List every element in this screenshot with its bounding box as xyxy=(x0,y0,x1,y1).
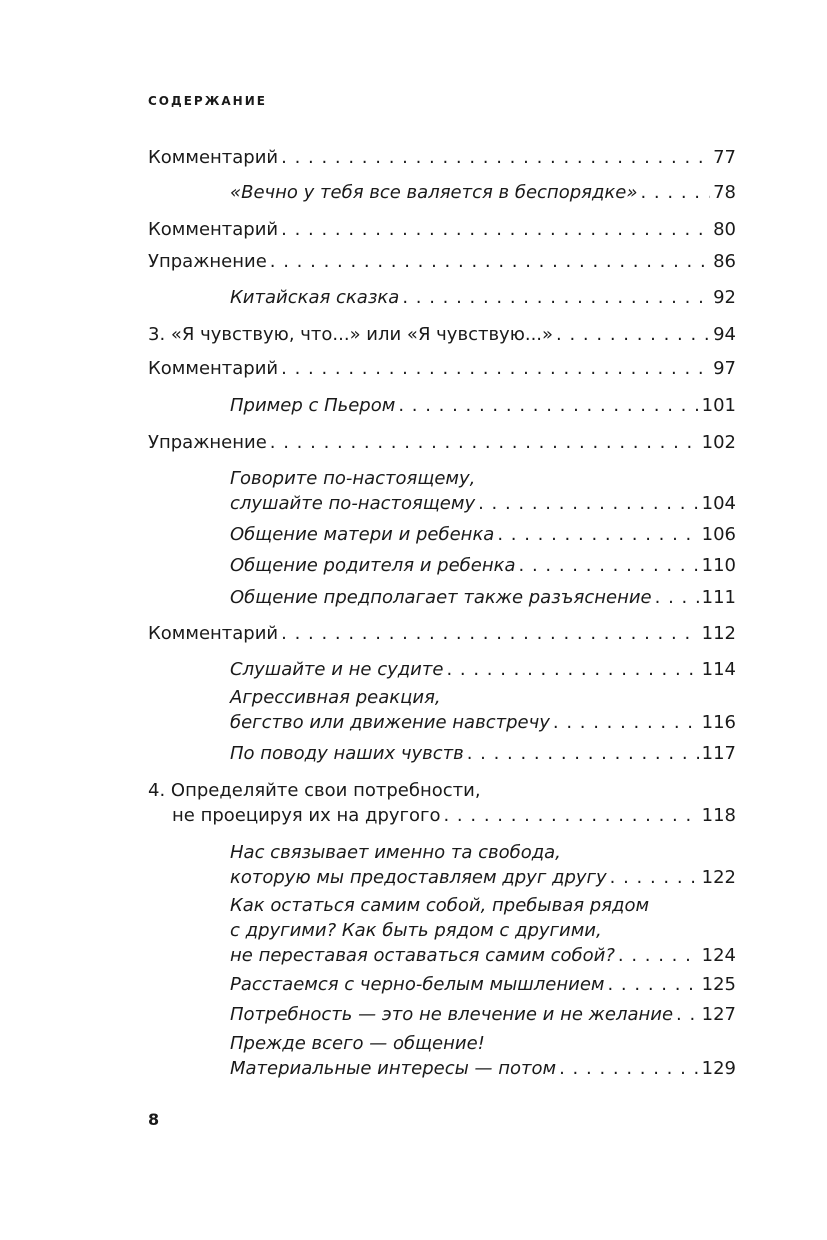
entry-page: 104 xyxy=(701,493,736,514)
toc-subentry xyxy=(230,657,736,682)
toc-entry xyxy=(148,217,736,242)
entry-page: 112 xyxy=(701,623,736,644)
entry-page: 124 xyxy=(701,945,736,966)
toc-subentry xyxy=(230,466,736,516)
toc-subentry xyxy=(230,1002,736,1027)
entry-title: которую мы предоставляем друг другу xyxy=(230,867,607,888)
entry-page: 111 xyxy=(701,587,736,608)
entry-page: 117 xyxy=(701,743,736,764)
entry-page: 101 xyxy=(701,395,736,416)
toc-subentry xyxy=(230,840,736,890)
toc-subentry xyxy=(230,553,736,578)
entry-title: Комментарий xyxy=(148,358,279,379)
entry-title: По поводу наших чувств xyxy=(230,743,464,764)
leader-dots xyxy=(519,553,699,578)
entry-title: Общение предполагает также разъяснение xyxy=(230,587,652,608)
entry-page: 125 xyxy=(701,974,736,995)
toc-entry xyxy=(148,145,736,170)
entry-title-line: Говорите по-настоящему, xyxy=(230,468,476,489)
leader-dots xyxy=(676,1002,699,1027)
leader-dots xyxy=(655,585,699,610)
entry-title-line: с другими? Как быть рядом с другими, xyxy=(230,920,602,941)
leader-dots xyxy=(281,356,710,381)
leader-dots xyxy=(610,865,699,890)
entry-title: не переставая оставаться самим собой? xyxy=(230,945,615,966)
entry-page: 102 xyxy=(701,432,736,453)
leader-dots xyxy=(559,1056,699,1081)
toc-entry xyxy=(148,778,736,828)
entry-title: 3. «Я чувствую, что...» или «Я чувствую...» xyxy=(148,324,554,345)
leader-dots xyxy=(281,217,710,242)
toc-subentry xyxy=(230,585,736,610)
entry-page: 114 xyxy=(701,659,736,680)
entry-page: 86 xyxy=(713,251,736,272)
leader-dots xyxy=(553,710,699,735)
entry-title-line: 4. Определяйте свои потребности, xyxy=(148,780,481,801)
entry-page: 129 xyxy=(701,1058,736,1079)
toc-subentry xyxy=(230,285,736,310)
entry-page: 106 xyxy=(701,524,736,545)
leader-dots xyxy=(402,285,710,310)
entry-title: не проецируя их на другого xyxy=(172,805,441,826)
toc-subentry xyxy=(230,741,736,766)
toc-entry xyxy=(148,356,736,381)
entry-title: слушайте по-настоящему xyxy=(230,493,476,514)
leader-dots xyxy=(478,491,699,516)
entry-title: Потребность — это не влечение и не желание xyxy=(230,1004,674,1025)
entry-title: Материальные интересы — потом xyxy=(230,1058,557,1079)
leader-dots xyxy=(607,972,698,997)
entry-title: «Вечно у тебя все валяется в беспорядке» xyxy=(230,182,638,203)
entry-title: Комментарий xyxy=(148,219,279,240)
leader-dots xyxy=(443,803,698,828)
entry-page: 92 xyxy=(713,287,736,308)
entry-title: Пример с Пьером xyxy=(230,395,396,416)
leader-dots xyxy=(398,393,698,418)
entry-page: 110 xyxy=(701,555,736,576)
section-title: СОДЕРЖАНИЕ xyxy=(148,94,267,108)
entry-page: 80 xyxy=(713,219,736,240)
toc-subentry xyxy=(230,1031,736,1081)
leader-dots xyxy=(270,249,710,274)
leader-dots xyxy=(270,430,699,455)
entry-title-line: Нас связывает именно та свобода, xyxy=(230,842,561,863)
entry-page: 118 xyxy=(701,805,736,826)
leader-dots xyxy=(446,657,698,682)
toc-subentry xyxy=(230,180,736,205)
entry-page: 116 xyxy=(701,712,736,733)
leader-dots xyxy=(640,180,710,205)
toc-entry xyxy=(148,322,736,347)
entry-title: Слушайте и не судите xyxy=(230,659,444,680)
entry-title: Комментарий xyxy=(148,147,279,168)
entry-page: 77 xyxy=(713,147,736,168)
entry-page: 94 xyxy=(713,324,736,345)
toc-entry xyxy=(148,249,736,274)
toc-subentry xyxy=(230,972,736,997)
entry-page: 127 xyxy=(701,1004,736,1025)
leader-dots xyxy=(556,322,710,347)
toc-entry xyxy=(148,621,736,646)
entry-page: 97 xyxy=(713,358,736,379)
leader-dots xyxy=(618,943,699,968)
leader-dots xyxy=(281,621,699,646)
entry-page: 122 xyxy=(701,867,736,888)
toc-subentry xyxy=(230,522,736,547)
entry-title: бегство или движение навстречу xyxy=(230,712,550,733)
toc-subentry xyxy=(230,893,736,968)
entry-title-line: Прежде всего — общение! xyxy=(230,1033,485,1054)
page-number: 8 xyxy=(148,1110,160,1129)
entry-title: Упражнение xyxy=(148,251,267,272)
leader-dots xyxy=(497,522,698,547)
entry-page: 78 xyxy=(713,182,736,203)
entry-title: Общение матери и ребенка xyxy=(230,524,495,545)
entry-title: Китайская сказка xyxy=(230,287,400,308)
toc-subentry xyxy=(230,685,736,735)
entry-title: Общение родителя и ребенка xyxy=(230,555,516,576)
entry-title: Расстаемся с черно-белым мышлением xyxy=(230,974,605,995)
entry-title-line: Агрессивная реакция, xyxy=(230,687,441,708)
leader-dots xyxy=(467,741,699,766)
toc-subentry xyxy=(230,393,736,418)
entry-title: Комментарий xyxy=(148,623,279,644)
entry-title-line: Как остаться самим собой, пребывая рядом xyxy=(230,895,650,916)
entry-title: Упражнение xyxy=(148,432,267,453)
toc-entry xyxy=(148,430,736,455)
leader-dots xyxy=(281,145,710,170)
